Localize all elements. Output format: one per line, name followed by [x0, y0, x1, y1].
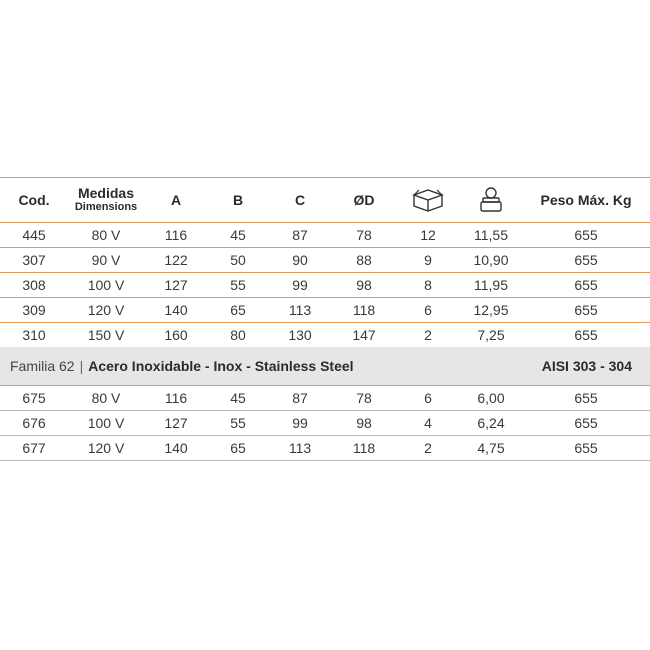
table-row — [0, 248, 650, 273]
cell-c: 113 — [288, 302, 312, 318]
cell-medidas: 120 V — [87, 302, 125, 318]
cell-medidas: 90 V — [91, 252, 121, 268]
cell-peso: 655 — [574, 415, 598, 431]
header-medidas — [68, 186, 144, 214]
cell-weight: 10,90 — [473, 252, 509, 268]
box-icon — [396, 187, 460, 213]
cell-box: 8 — [424, 277, 432, 293]
cell-box: 2 — [424, 440, 432, 456]
cell-peso: 655 — [574, 252, 598, 268]
cell-c: 90 — [292, 252, 308, 268]
cell-weight: 4,75 — [477, 440, 505, 456]
cell-a: 160 — [164, 327, 188, 343]
cell-medidas: 80 V — [91, 390, 121, 406]
cell-medidas: 100 V — [87, 277, 125, 293]
cell-a: 122 — [164, 252, 188, 268]
family-label: Familia 62 — [10, 358, 75, 374]
cell-cod: 445 — [22, 227, 46, 243]
cell-c: 113 — [288, 440, 312, 456]
cell-weight: 7,25 — [477, 327, 505, 343]
cell-od: 147 — [352, 327, 376, 343]
cell-cod: 677 — [22, 440, 46, 456]
cell-b: 55 — [230, 277, 246, 293]
header-dimensions-label: Dimensions — [74, 201, 138, 213]
cell-cod: 308 — [22, 277, 46, 293]
family-title: Acero Inoxidable - Inox - Stainless Steel — [88, 358, 354, 374]
cell-c: 87 — [292, 390, 308, 406]
cell-a: 116 — [164, 227, 188, 243]
cell-od: 78 — [356, 390, 372, 406]
cell-box: 6 — [424, 302, 432, 318]
header-medidas-label: Medidas — [77, 185, 134, 201]
header-od: ØD — [353, 192, 375, 208]
cell-c: 99 — [292, 415, 308, 431]
cell-weight: 11,55 — [474, 227, 508, 243]
table-row — [0, 298, 650, 323]
cell-cod: 676 — [22, 415, 46, 431]
cell-box: 4 — [424, 415, 432, 431]
cell-od: 98 — [356, 277, 372, 293]
cell-peso: 655 — [574, 227, 598, 243]
cell-weight: 6,00 — [477, 390, 505, 406]
cell-weight: 12,95 — [473, 302, 509, 318]
cell-a: 127 — [164, 277, 188, 293]
cell-a: 140 — [164, 302, 188, 318]
cell-a: 116 — [164, 390, 188, 406]
table-row — [0, 386, 650, 411]
cell-weight: 11,95 — [474, 277, 508, 293]
table-header — [0, 177, 650, 223]
cell-medidas: 120 V — [87, 440, 125, 456]
cell-box: 2 — [424, 327, 432, 343]
cell-b: 45 — [230, 227, 246, 243]
cell-box: 6 — [424, 390, 432, 406]
weight-icon — [460, 186, 522, 214]
table-row — [0, 436, 650, 461]
cell-od: 118 — [352, 302, 376, 318]
cell-peso: 655 — [574, 302, 598, 318]
cell-b: 50 — [230, 252, 246, 268]
cell-od: 118 — [352, 440, 376, 456]
cell-a: 140 — [164, 440, 188, 456]
header-b: B — [232, 192, 244, 208]
cell-medidas: 150 V — [87, 327, 125, 343]
cell-medidas: 100 V — [87, 415, 125, 431]
cell-b: 65 — [230, 440, 246, 456]
header-cod: Cod. — [18, 192, 50, 208]
cell-peso: 655 — [574, 327, 598, 343]
cell-a: 127 — [164, 415, 188, 431]
header-peso: Peso Máx. Kg — [540, 192, 632, 208]
rows-bottom — [0, 386, 650, 461]
cell-peso: 655 — [574, 440, 598, 456]
cell-peso: 655 — [574, 390, 598, 406]
cell-peso: 655 — [574, 277, 598, 293]
cell-box: 12 — [420, 227, 436, 243]
cell-weight: 6,24 — [477, 415, 505, 431]
header-a: A — [170, 192, 182, 208]
cell-od: 78 — [356, 227, 372, 243]
rows-top — [0, 223, 650, 347]
cell-cod: 675 — [22, 390, 46, 406]
table-row — [0, 273, 650, 298]
cell-b: 55 — [230, 415, 246, 431]
cell-medidas: 80 V — [91, 227, 121, 243]
product-table — [0, 177, 650, 461]
cell-b: 65 — [230, 302, 246, 318]
table-row — [0, 411, 650, 436]
table-row — [0, 223, 650, 248]
cell-c: 87 — [292, 227, 308, 243]
table-row — [0, 323, 650, 347]
family-separator: | — [79, 358, 84, 374]
cell-cod: 309 — [22, 302, 46, 318]
cell-c: 99 — [292, 277, 308, 293]
cell-cod: 310 — [22, 327, 46, 343]
family-banner — [0, 347, 650, 386]
cell-c: 130 — [288, 327, 312, 343]
family-aisi: AISI 303 - 304 — [541, 358, 632, 374]
cell-od: 88 — [356, 252, 372, 268]
cell-cod: 307 — [22, 252, 46, 268]
header-c: C — [294, 192, 306, 208]
cell-b: 80 — [230, 327, 246, 343]
cell-od: 98 — [356, 415, 372, 431]
cell-box: 9 — [424, 252, 432, 268]
cell-b: 45 — [230, 390, 246, 406]
